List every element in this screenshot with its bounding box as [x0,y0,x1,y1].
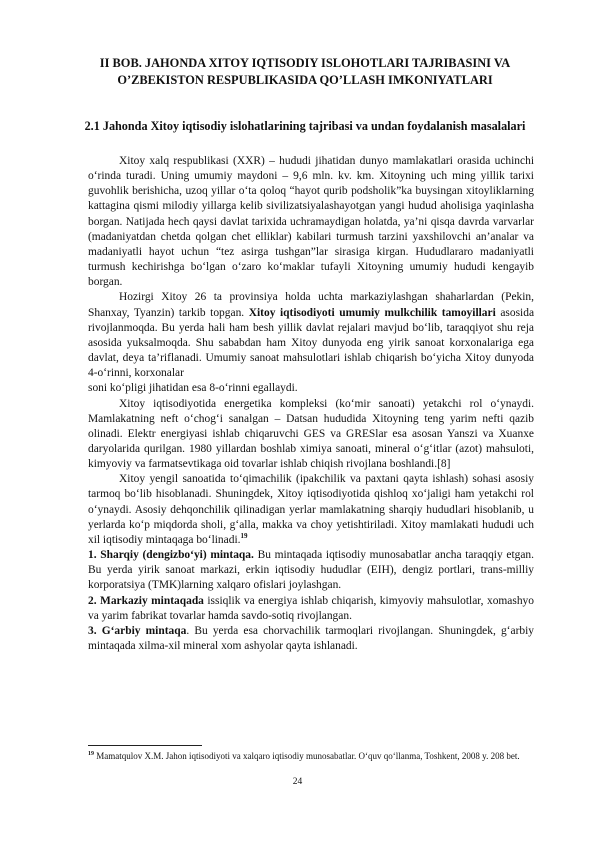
paragraph-industry [88,472,534,548]
footnote [88,750,534,763]
region-east-text: Bu mintaqada iqtisodiy munosabatlar ancha taraqqiy etgan. Bu yerda yirik sanoat markazi, erkin iqtisodiy hududlar (EIH), dengiz portlari, trans-milliy korporatsiya (TMK)larning xalqaro ofislari joylashgan. [88,549,535,592]
region-west-text: . Bu yerda esa chorvachilik tarmoqlari rivojlangan. Shuningdek, g‘arbiy mintaqada xilma-xil mineral xom ashyolar qayta ishlanadi. [88,624,534,652]
paragraph-provinces-bold: Xitoy iqtisodiyoti umumiy mulkchilik tamoyillari [248,306,496,319]
region-west [88,624,534,654]
body-text [88,154,534,654]
region-east [88,548,534,593]
footnote-reference: 19 [240,532,248,541]
chapter-title: II BOB. JAHONDA XITOY IQTISODIY ISLOHOTLARI TAJRIBASINI VA O’ZBEKISTON RESPUBLIKASIDA QO’LLASH IMKONIYATLARI [99,56,511,87]
footnote-divider [88,745,202,746]
paragraph-provinces-part2: asosida rivojlanmoqda. Bu yerda hali ham besh yillik davlat rejalari mavjud bo‘lib, taraqqiyot shu reja asosida yuksalmoqda. Shu sababdan ham Xitoy dunyoda eng yirik sanoat korxonalariga ega davlat, deya ta’riflanadi. Umumiy sanoat mahsulotlari ishlab chiqarish bo‘yicha Xitoy dunyoda 4-o‘rinni, korxonalar [88,306,535,380]
region-west-label: 3. G‘arbiy mintaqa [88,624,187,637]
footnote-text: Mamatqulov X.M. Jahon iqtisodiyoti va xalqaro iqtisodiy munosabatlar. O‘quv qo‘llanma, Toshkent, 2008 y. 208 bet. [96,751,520,761]
paragraph-industry-text: Xitoy yengil sanoatida to‘qimachilik (ipakchilik va paxtani qayta ishlash) sohasi asosiy tarmoq bo‘lib hisoblanadi. Shuningdek, Xitoy iqtisodiyotida qishloq xo‘jaligi ham yetakchi rol o‘ynaydi. Asosiy dehqonchilik qilinadigan yerlar mamlakatning sharqiy hududlari hisoblanib, u yerlarda ko‘p miqdorda sholi, g‘alla, makka va choy yetishtiriladi. Xitoy mamlakati hududi uch xil iqtisodiy mintaqaga bo‘linadi. [88,473,534,546]
page-number: 24 [292,777,303,787]
paragraph-provinces [88,290,534,381]
footnote-number: 19 [88,751,94,757]
paragraph-continuation: soni ko‘pligi jihatidan esa 8-o‘rinni egallaydi. [88,382,298,395]
region-central-text: issiqlik va energiya ishlab chiqarish, kimyoviy mahsulotlar, xomashyo va yarim fabrikat tovarlar hamda savdo-sotiq rivojlangan. [88,594,534,622]
region-east-label: 1. Sharqiy (dengizbo‘yi) mintaqa. [88,549,254,562]
paragraph-energy: Xitoy iqtisodiyotida energetika kompleksi (ko‘mir sanoati) yetakchi rol o‘ynaydi. Mamlakatning neft o‘chog‘i sanalgan – Datsan hududida Xitoyning teng yarim nefti qazib olinadi. Elektr energiyasi ishlab chiqaruvchi GES va GRESlar esa asosan Yanszi va Xuanxe daryolarida qurilgan. 1980 yillardan boshlab ximiya sanoati, mineral o‘g‘itlar (azot) mahsuloti, kimyoviy va farmatsevtikaga oid tovarlar ishlab chiqish rivojlana boshlandi.[8] [88,397,534,471]
section-title: 2.1 Jahonda Xitoy iqtisodiy islohatlarining tajribasi va undan foydalanish masalalari [84,119,526,133]
region-central [88,594,534,624]
region-central-label: 2. Markaziy mintaqada [88,594,204,607]
paragraph-provinces-part1: Hozirgi Xitoy 26 ta provinsiya holda uchta markaziylashgan shaharlardan (Pekin, Shanxay, Tyanzin) tarkib topgan. [88,291,534,319]
paragraph-intro: Xitoy xalq respublikasi (XXR) – hududi jihatidan dunyo mamlakatlari orasida uchinchi o‘rinda turadi. Uning umumiy maydoni – 9,6 mln. kv. km. Xitoyning uch ming yillik tarixi guvohlik berishicha, uzoq yillar o‘ta qoloq “hayot qurib podsholik”ka buysingan xitoyliklarning kattagina qismi milodiy yillarga kelib sivilizatsiyalashayotgan yangi hudud aholisiga yaqinlasha borgan. Natijada hech qaysi davlat tarixida uchramaydigan holatda, ya’ni qisqa davrda varvarlar (madaniyatdan chetda qolgan chet elliklar) kabilari turmush tarzini yaxshilovchi an’analar va madaniyatli hayot uchun “tez asirga tushgan”lar sirasiga kirgan. Hududlararo madaniyatli turmush kechirishga bo‘lgan o‘zaro ko‘maklar tufayli Xitoyning umumiy hududi kengayib borgan. [88,155,534,289]
